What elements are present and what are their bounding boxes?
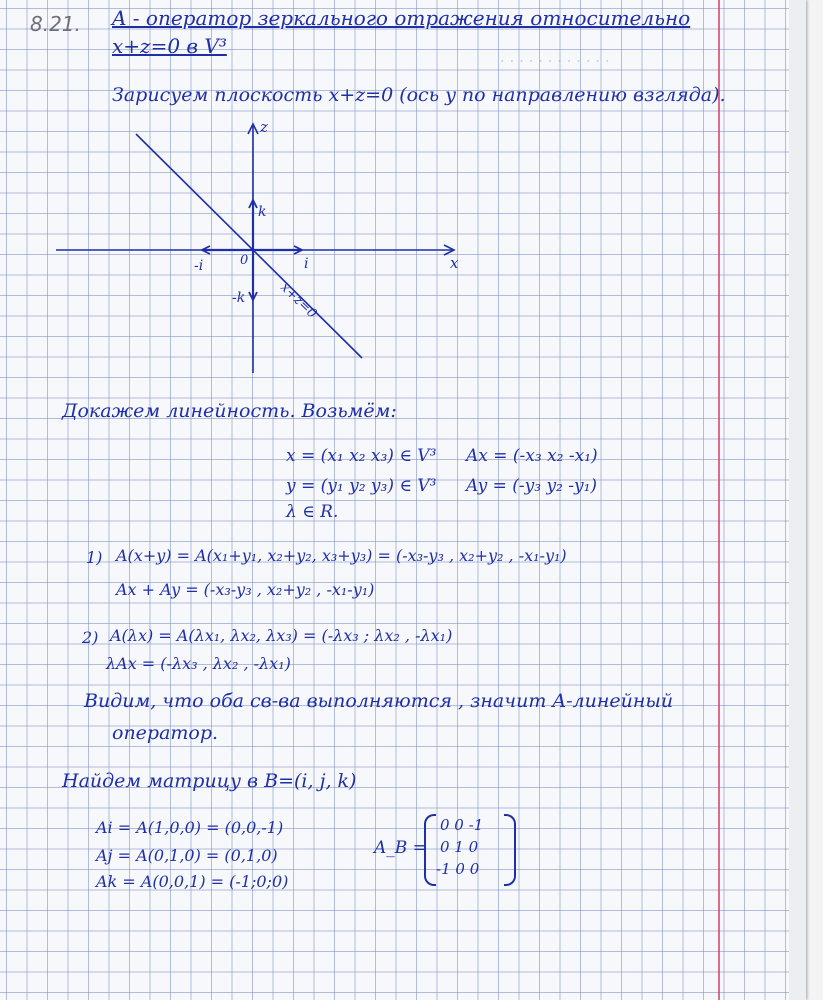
ax-definition: Ax = (-x₃ x₂ -x₁)	[466, 446, 598, 466]
vector-neg-i-label: -i	[194, 258, 204, 274]
conclusion-line1: Видим, что оба св-ва выполняются , значит A-линейный	[84, 690, 674, 712]
problem-number: 8.21.	[30, 12, 81, 36]
bleed-through-text: · · · · · · · · · · · ·	[500, 52, 610, 70]
problem-title-line2: x+z=0 в V³	[112, 34, 227, 58]
y-definition: y = (y₁ y₂ y₃) ∈ V³	[286, 476, 437, 496]
matrix-label: A_B =	[374, 838, 427, 858]
vector-k-label: k	[258, 204, 267, 220]
origin-label: 0	[240, 253, 249, 268]
vector-i-label: i	[304, 256, 309, 272]
ay-definition: Ay = (-y₃ y₂ -y₁)	[466, 476, 598, 496]
section-heading-linearity: Докажем линейность. Возьмём:	[62, 400, 397, 422]
aj-result: Aj = A(0,1,0) = (0,1,0)	[96, 846, 278, 865]
step1-line2: Ax + Ay = (-x₃-y₃ , x₂+y₂ , -x₁-y₁)	[116, 580, 375, 599]
x-definition: x = (x₁ x₂ x₃) ∈ V³	[286, 446, 437, 466]
axis-z-label: z	[260, 118, 268, 136]
conclusion-line2: оператор.	[112, 722, 219, 744]
plane-diagram	[52, 118, 472, 383]
matrix-ab	[424, 814, 516, 884]
matrix-row-1: 0 0 -1	[440, 816, 484, 834]
ai-result: Ai = A(1,0,0) = (0,0,-1)	[96, 818, 284, 837]
problem-title-line1: A - оператор зеркального отражения относительно	[112, 6, 691, 30]
ak-result: Ak = A(0,0,1) = (-1;0;0)	[96, 872, 289, 891]
page-edge	[789, 0, 806, 1000]
matrix-right-bracket	[504, 814, 516, 886]
step1-label: 1)	[86, 548, 103, 567]
step2-label: 2)	[82, 628, 99, 647]
matrix-left-bracket	[424, 814, 436, 886]
section-heading-matrix: Найдем матрицу в B=(i, j, k)	[62, 770, 357, 792]
plane-label: x+z=0	[277, 280, 320, 322]
plane-line	[136, 134, 362, 358]
matrix-row-2: 0 1 0	[440, 838, 479, 856]
step1-line1: A(x+y) = A(x₁+y₁, x₂+y₂, x₃+y₃) = (-x₃-y₃ , x₂+y₂ , -x₁-y₁)	[116, 546, 567, 565]
step2-line2: λAx = (-λx₃ , λx₂ , -λx₁)	[106, 654, 291, 673]
step2-line1: A(λx) = A(λx₁, λx₂, λx₃) = (-λx₃ ; λx₂ , -λx₁)	[110, 626, 453, 645]
matrix-row-3: -1 0 0	[436, 860, 480, 878]
lambda-definition: λ ∈ R.	[286, 502, 339, 522]
vector-neg-k-label: -k	[232, 290, 246, 306]
margin-line	[718, 0, 720, 1000]
section-heading-plane: Зарисуем плоскость x+z=0 (ось y по направлению взгляда).	[112, 84, 726, 106]
axis-x-label: x	[450, 254, 459, 272]
